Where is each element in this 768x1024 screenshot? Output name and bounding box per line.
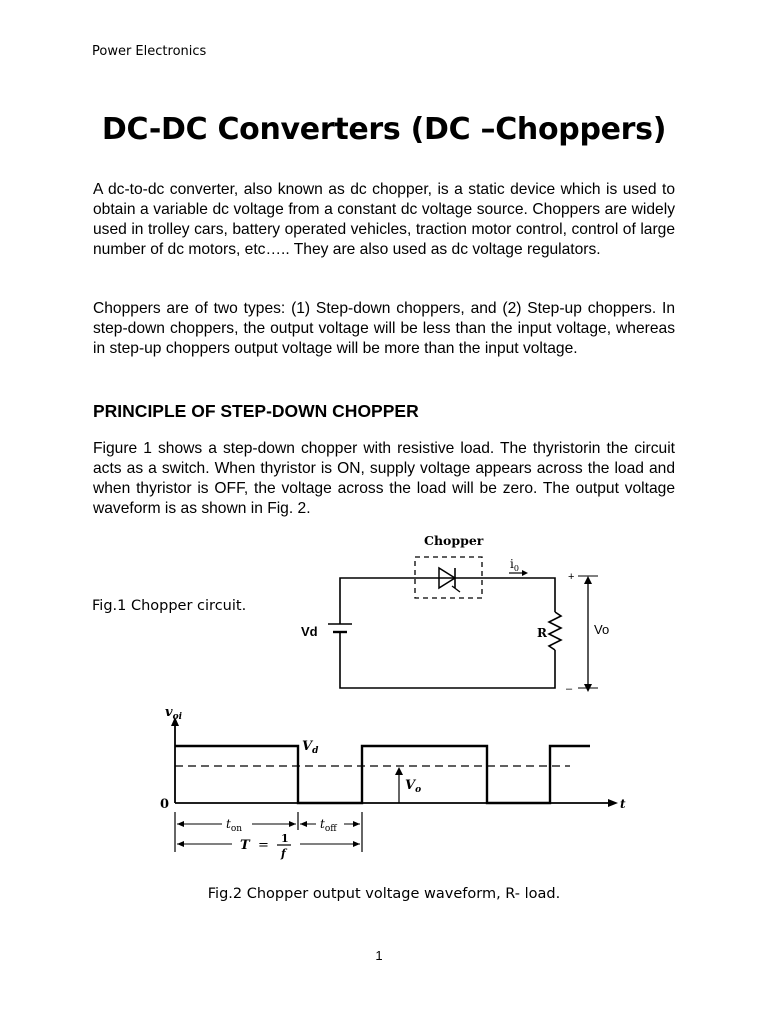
ton-arrow-left <box>177 821 184 827</box>
label-frac-den: f <box>281 847 286 860</box>
vo-arrow-head <box>395 767 403 775</box>
label-ton: $t_{on}$ <box>226 817 243 834</box>
x-axis-arrow <box>608 799 618 807</box>
label-toff: $t_{off}$ <box>320 817 337 834</box>
figure2-caption: Fig.2 Chopper output voltage waveform, R- load. <box>207 886 561 902</box>
label-vd-wave: $V_d$ <box>302 739 319 756</box>
label-vd: Vd <box>301 624 318 639</box>
label-equals: = <box>258 838 269 853</box>
paragraph-types: Choppers are of two types: (1) Step-down choppers, and (2) Step-up choppers. In step-down choppers, the output voltage will be less than the input voltage, whereas in step-up choppers output voltage will be more than the input voltage. <box>93 300 675 357</box>
period-arrow-right <box>353 841 360 847</box>
label-vo-wave: $V_o$ <box>405 778 422 795</box>
current-arrowhead <box>522 570 528 576</box>
bottom-wire <box>340 640 555 688</box>
paragraph-intro: A dc-to-dc converter, also known as dc chopper, is a static device which is used to obtain a variable dc voltage from a constant dc voltage source. Choppers are widely used in trolley cars, battery operated vehicles, traction motor control, control of large number of dc motors, etc….. They are also used as dc voltage regulators. <box>93 181 675 258</box>
label-minus: – <box>566 683 573 695</box>
vo-arrow-top <box>584 576 592 584</box>
paragraph-principle: Figure 1 shows a step-down chopper with resistive load. The thyristorin the circuit acts as a switch. When thyristor is ON, supply voltage appears across the load and when thyristor is OFF, the voltage across the load will be zero. The output voltage waveform is as shown in Fig. 2. <box>93 440 675 517</box>
label-r: R <box>537 626 547 640</box>
section-heading: PRINCIPLE OF STEP-DOWN CHOPPER <box>93 401 419 421</box>
figure1-caption: Fig.1 Chopper circuit. <box>92 598 247 614</box>
chopper-circuit-diagram <box>328 557 598 692</box>
label-period: T <box>240 838 250 853</box>
resistor-symbol <box>549 612 561 650</box>
label-t: t <box>620 797 626 811</box>
toff-arrow-left <box>300 821 307 827</box>
toff-arrow-right <box>353 821 360 827</box>
label-chopper: Chopper <box>424 533 484 548</box>
page-number: 1 <box>375 948 383 963</box>
label-i0: $i_0$ <box>510 557 519 573</box>
page-title: DC-DC Converters (DC –Choppers) <box>101 112 667 147</box>
label-plus: + <box>568 571 575 583</box>
label-frac-num: 1 <box>281 832 289 845</box>
label-vo: Vo <box>594 622 610 637</box>
label-voi: $v_{oi}$ <box>165 705 182 722</box>
label-zero: 0 <box>160 797 170 812</box>
square-wave <box>175 746 590 803</box>
ton-arrow-right <box>289 821 296 827</box>
thyristor-gate <box>452 586 460 592</box>
page-header: Power Electronics <box>92 44 207 59</box>
period-arrow-left <box>177 841 184 847</box>
